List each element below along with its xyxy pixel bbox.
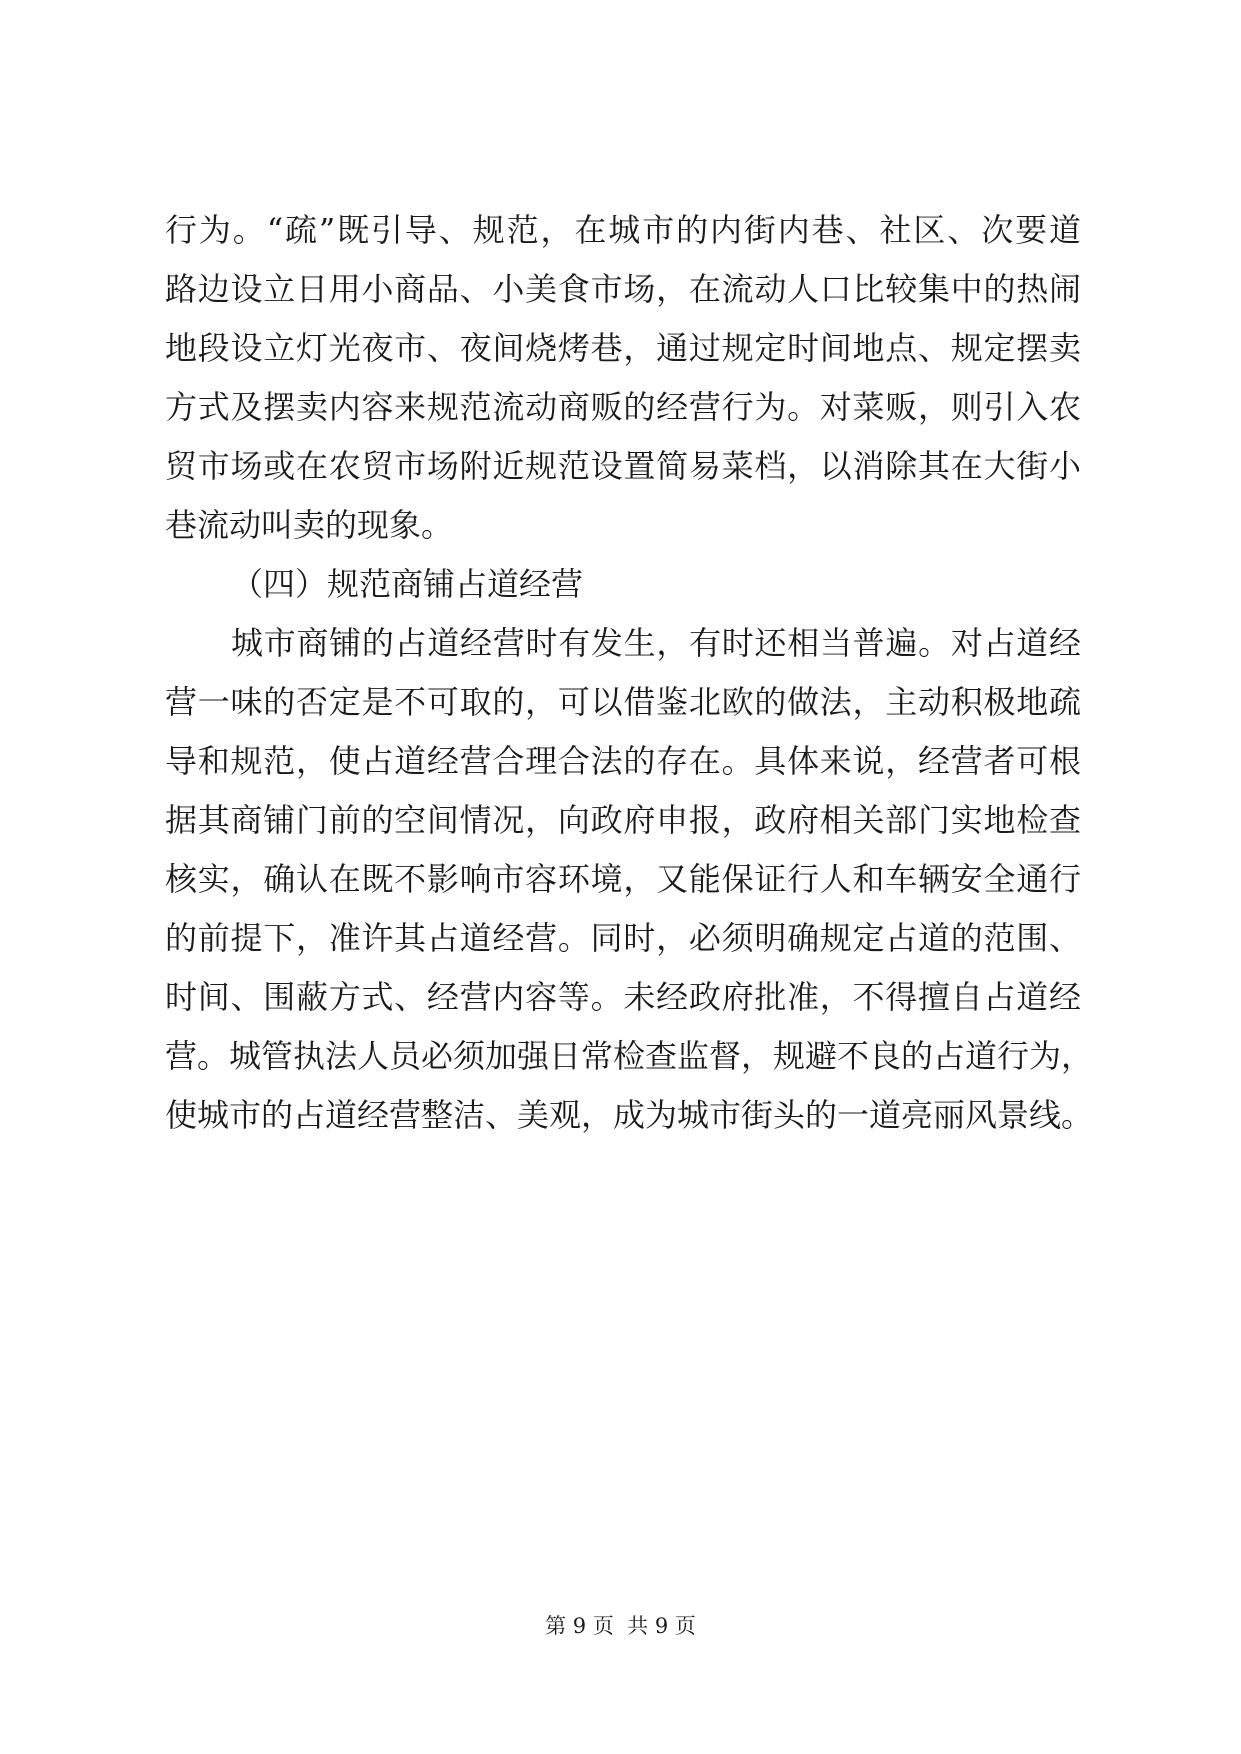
paragraph-line: 据其商铺门前的空间情况，向政府申报，政府相关部门实地检查 [165,801,1081,839]
paragraph-line: 核实，确认在既不影响市容环境，又能保证行人和车辆安全通行 [165,860,1081,898]
paragraph-line: 城市商铺的占道经营时有发生，有时还相当普遍。对占道经 [231,624,1081,662]
paragraph-line: 地段设立灯光夜市、夜间烧烤巷，通过规定时间地点、规定摆卖 [165,329,1081,367]
paragraph-line: 使城市的占道经营整洁、美观，成为城市街头的一道亮丽风景线。 [165,1096,1094,1134]
paragraph-line: 时间、围蔽方式、经营内容等。未经政府批准，不得擅自占道经 [165,978,1081,1016]
paragraph-line: 营一味的否定是不可取的，可以借鉴北欧的做法，主动积极地疏 [165,683,1081,721]
paragraph-line: 巷流动叫卖的现象。 [165,506,454,544]
page-number-footer: 第 9 页 共 9 页 [545,1614,696,1638]
paragraph-line: 路边设立日用小商品、小美食市场，在流动人口比较集中的热闹 [165,270,1081,308]
paragraph-line: 行为。“疏”既引导、规范，在城市的内街内巷、社区、次要道 [165,211,1081,249]
paragraph-line: 方式及摆卖内容来规范流动商贩的经营行为。对菜贩，则引入农 [165,388,1081,426]
paragraph-line: 营。城管执法人员必须加强日常检查监督，规避不良的占道行为， [165,1037,1094,1075]
paragraph-line: 贸市场或在农贸市场附近规范设置简易菜档，以消除其在大街小 [165,447,1081,485]
paragraph-line: 导和规范，使占道经营合理合法的存在。具体来说，经营者可根 [165,742,1081,780]
section-heading: （四）规范商铺占道经营 [231,565,584,603]
paragraph-line: 的前提下，准许其占道经营。同时，必须明确规定占道的范围、 [165,919,1081,957]
